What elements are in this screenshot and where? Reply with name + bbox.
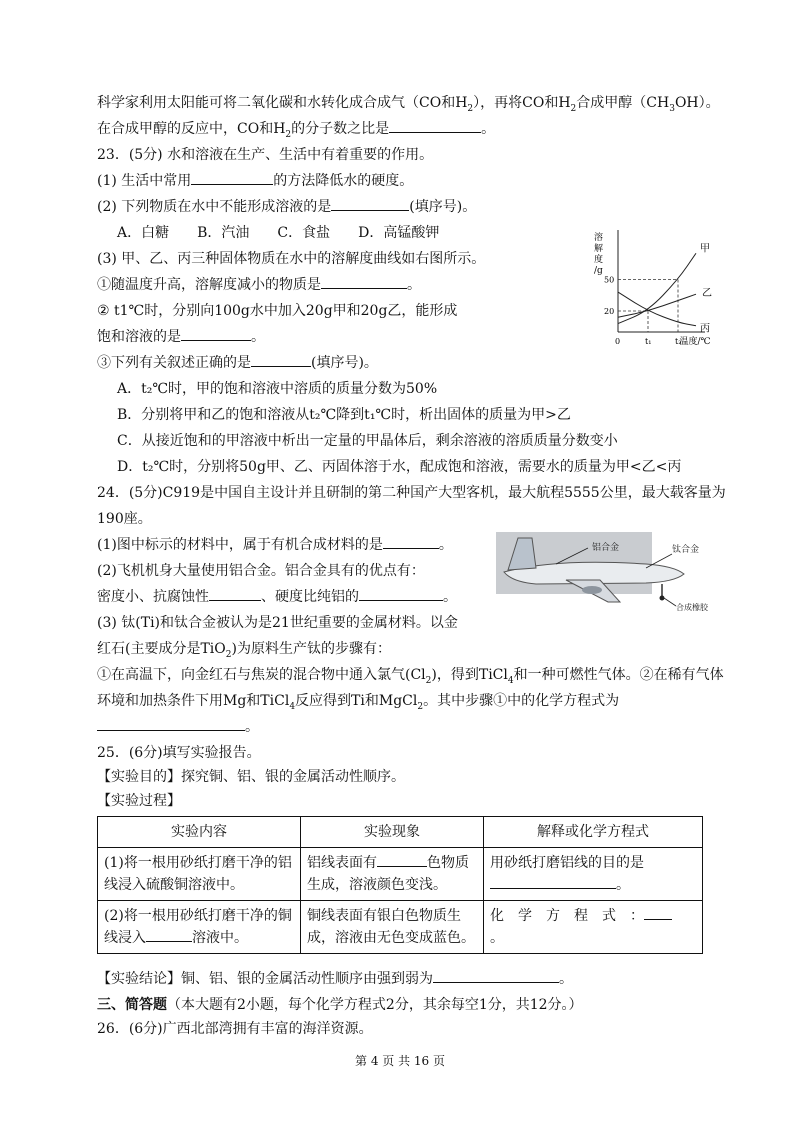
curve-label: 甲	[700, 243, 710, 255]
answer-blank[interactable]	[97, 716, 245, 731]
answer-blank[interactable]	[209, 586, 261, 601]
label-aluminum-alloy: 铝合金	[592, 543, 620, 553]
x-tick-label: t₂	[675, 337, 682, 346]
label-synthetic-rubber: 合成橡胶	[676, 603, 708, 612]
q24-2: (2)飞机机身大量使用铝合金。铝合金具有的优点有：	[97, 563, 425, 579]
table-header-row	[98, 817, 703, 848]
option-b: B．分别将甲和乙的饱和溶液从t₂℃降到t₁℃时，析出固体的质量为甲>乙	[117, 407, 571, 423]
label-titanium-alloy: 钛合金	[672, 545, 700, 555]
answer-blank[interactable]	[191, 170, 273, 185]
answer-blank[interactable]	[433, 968, 559, 983]
q24-3-step1: ①在高温下，向金红石与焦炭的混合物中通入氯气$(Cl_2)$，得到TiCl$_4$和一种可燃性气体。②在稀有气体	[97, 667, 724, 686]
answer-blank[interactable]	[389, 118, 481, 133]
question-26: 26．(6分)广西北部湾拥有丰富的海洋资源。	[97, 1021, 373, 1037]
question-24-cont: 190座。	[97, 511, 152, 527]
question-23: 23．(5分) 水和溶液在生产、生活中有着重要的作用。	[97, 147, 434, 163]
curve-1	[618, 253, 696, 323]
q23-2: (2) 下列物质在水中不能形成溶液的是 (填序号)。	[97, 196, 476, 218]
header-phenomenon: 实验现象	[301, 817, 484, 848]
experiment-conclusion: 【实验结论】铜、铝、银的金属活动性顺序由强到弱为 。	[97, 968, 573, 990]
pointer-line-rubber	[664, 598, 676, 606]
x-axis-label: 温度/℃	[679, 337, 711, 347]
answer-blank[interactable]	[181, 326, 251, 341]
y-tick-label: 50	[604, 275, 615, 285]
r2-explanation: 化 学 方 程 式 ： 。	[484, 901, 703, 954]
answer-blank[interactable]	[251, 352, 311, 367]
option-a: A．t₂℃时，甲的饱和溶液中溶质的质量分数为50%	[117, 381, 438, 397]
y-axis-label-part: 度	[594, 255, 604, 265]
y-axis-label-part: 解	[594, 244, 604, 254]
q24-3-step2: 环境和加热条件下用Mg和TiCl$_4$反应得到Ti和MgCl$_2$。其中步骤①中的化学方程式为	[97, 693, 620, 712]
q23-2-options: A．白糖 B．汽油 C．食盐 D．高锰酸钾	[117, 225, 440, 241]
y-tick-label: 20	[604, 307, 615, 316]
r2-phenomenon: 铜线表面有银白色物质生成，溶液由无色变成蓝色。	[301, 901, 484, 954]
experiment-process: 【实验过程】	[97, 793, 181, 809]
x-tick-label: t₁	[645, 337, 652, 346]
page-footer: 第 4 页 共 16 页	[355, 1054, 445, 1068]
answer-blank[interactable]	[359, 586, 443, 601]
intro-line-2: 在合成甲醇的反应中，CO和$H_2$的分子数之比是 。	[97, 118, 495, 146]
option-d: D．t₂℃时，分别将50g甲、乙、丙固体溶于水，配成饱和溶液，需要水的质量为甲<乙<丙	[117, 459, 682, 475]
answer-blank[interactable]	[644, 905, 672, 920]
curve-3	[618, 292, 696, 326]
q24-1: (1)图中标示的材料中，属于有机合成材料的是 。	[97, 534, 453, 556]
y-axis-label-part: /g	[594, 266, 603, 276]
x-tick-label: 0	[615, 337, 621, 346]
experiment-table	[97, 816, 703, 954]
header-explanation: 解释或化学方程式	[484, 817, 703, 848]
option-c: C．从接近饱和的甲溶液中析出一定量的甲晶体后，剩余溶液的溶质质量分数变小	[117, 433, 618, 449]
intro-line-1: 科学家利用太阳能可将二氧化碳和水转化成合成气（CO和$H_2$），再将CO和$H_2$合成甲醇$(CH_3OH)$。	[97, 95, 720, 114]
question-24: 24．(5分)C919是中国自主设计并且研制的第二种国产大型客机，最大航程5555公里，最大载客量为	[97, 485, 726, 501]
table-row	[98, 848, 703, 901]
wheel	[660, 596, 665, 601]
y-axis-label-part: 溶	[594, 233, 604, 243]
r1-content: (1)将一根用砂纸打磨干净的铝线浸入硫酸铜溶液中。	[98, 848, 301, 901]
q23-3: (3) 甲、乙、丙三种固体物质在水中的溶解度曲线如右图所示。	[97, 251, 486, 267]
experiment-purpose: 【实验目的】探究铜、铝、银的金属活动性顺序。	[97, 769, 405, 785]
question-25: 25．(6分)填写实验报告。	[97, 745, 261, 761]
q24-2-answers: 密度小、抗腐蚀性 、硬度比纯铝的 。	[97, 586, 457, 608]
plane-engine	[582, 586, 602, 594]
c919-plane-illustration	[496, 528, 710, 612]
solubility-chart	[588, 226, 740, 352]
header-content: 实验内容	[98, 817, 301, 848]
q23-3-2: ② t1℃时，分别向100g水中加入20g甲和20g乙，能形成	[97, 303, 458, 319]
table-row	[98, 901, 703, 954]
answer-blank[interactable]	[490, 874, 616, 889]
q24-3-b: 红石(主要成分是TiO$_2$)为原料生产钛的步骤有：	[97, 641, 391, 660]
section-3-heading: 三、简答题（本大题有2小题，每个化学方程式2分，其余每空1分，共12分。）	[97, 997, 583, 1013]
r1-explanation: 用砂纸打磨铝线的目的是 。	[484, 848, 703, 901]
curve-label: 丙	[700, 323, 710, 335]
r1-phenomenon: 铝线表面有 色物质生成，溶液颜色变浅。	[301, 848, 484, 901]
q23-3-1: ①随温度升高，溶解度减小的物质是 。	[97, 274, 421, 296]
answer-blank[interactable]	[146, 927, 192, 942]
q24-3: (3) 钛(Ti)和钛合金被认为是21世纪重要的金属材料。以金	[97, 615, 458, 631]
q23-1: (1) 生活中常用 的方法降低水的硬度。	[97, 170, 413, 192]
curve-label: 乙	[702, 288, 712, 300]
q24-3-answer: 。	[97, 716, 259, 738]
answer-blank[interactable]	[377, 852, 427, 867]
answer-blank[interactable]	[383, 534, 439, 549]
q23-3-2b: 饱和溶液的是 。	[97, 326, 265, 348]
answer-blank[interactable]	[321, 274, 407, 289]
q23-3-3: ③下列有关叙述正确的是 (填序号)。	[97, 352, 378, 374]
r2-content: (2)将一根用砂纸打磨干净的铜线浸入 溶液中。	[98, 901, 301, 954]
answer-blank[interactable]	[331, 196, 409, 211]
